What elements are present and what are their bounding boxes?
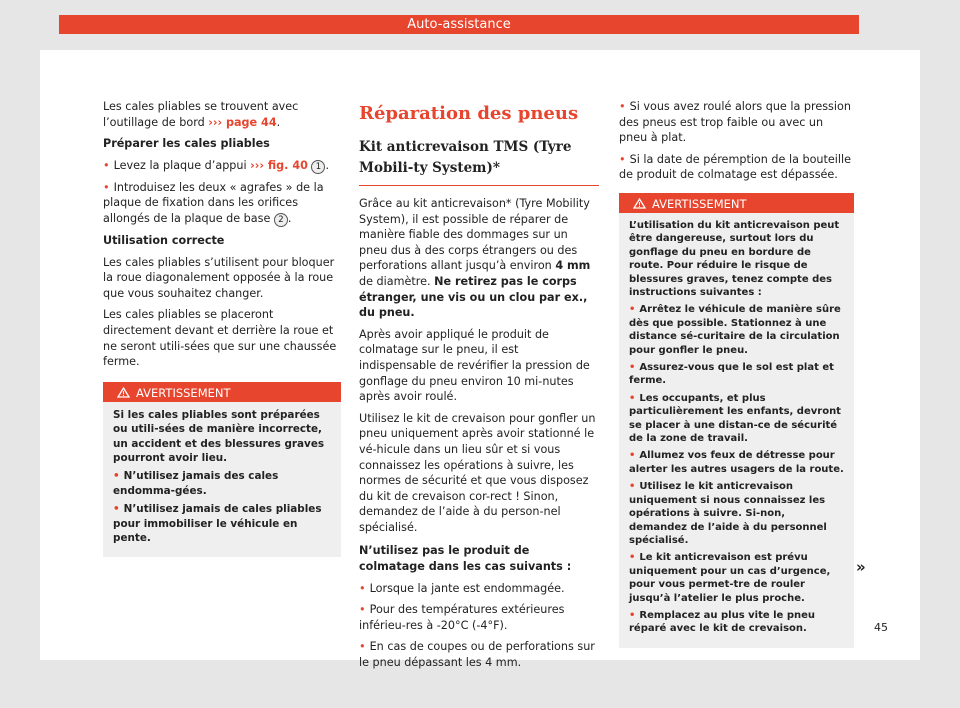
warning-item: • Assurez-vous que le sol est plat et ferme.	[629, 362, 834, 387]
page-ref-link[interactable]: ››› page 44	[208, 115, 277, 129]
warning-header: AVERTISSEMENT	[619, 195, 854, 213]
list-item: • Levez la plaque d’appui ››› fig. 40 1 .	[103, 158, 330, 172]
continued-mark: »	[856, 558, 866, 576]
section-subtitle: Kit anticrevaison TMS (Tyre Mobili-ty System)*	[359, 137, 599, 186]
list-item: • En cas de coupes ou de perforations sur le pneu dépassant les 4 mm.	[359, 640, 595, 670]
callout-number: 1	[311, 160, 325, 174]
list-item: • Pour des températures extérieures inférieu-res à -20°C (-4°F).	[359, 603, 565, 632]
warning-item: • Le kit anticrevaison est prévu uniquement pour un cas d’urgence, pour vous permet-tre de rouler jusqu’à l’atelier le plus proche.	[629, 552, 831, 604]
list-item: • Si vous avez roulé alors que la pression des pneus est trop faible ou avec un pneu à plat.	[619, 100, 851, 145]
warning-item: • Allumez vos feux de détresse pour alerter les autres usagers de la route.	[629, 450, 844, 475]
intro-paragraph: Les cales pliables se trouvent avec l’outillage de bord ››› page 44.	[103, 100, 299, 129]
subheading-usage: Utilisation correcte	[103, 233, 225, 247]
warning-item: • N’utilisez jamais des cales endomma-gées.	[113, 470, 279, 497]
warning-item: • Les occupants, et plus particulièrement les enfants, devront se placer à une distan-ce de sécurité de la zone de travail.	[629, 392, 841, 445]
figure-ref-link[interactable]: ››› fig. 40	[250, 158, 308, 172]
warning-body: L’utilisation du kit anticrevaison peut être dangereuse, surtout lors du gonflage du pneu en bordure de route. Pour réduire le risque de blessures graves, tenez compte des instructions suivantes : • Arrêtez le véhicule de manière sûre dès que possible. Stationnez à une distance sé-curitaire de la circulation pour gonfler le pneu. • Assurez-vous que le sol est plat et ferme. • Les occupants, et plus particulièrement les enfants, devront se placer à une distan-ce de sécurité de la zone de travail. • Allumez vos feux de détresse pour alerter les autres usagers de la route. • Utilisez le kit anticrevaison uniquement si nous connaissez les opérations à suivre. Si-non, demandez de l’aide à du personnel spécialisé. • Le kit anticrevaison est prévu uniquement pour un cas d’urgence, pour vous permet-tre de rouler jusqu’à l’atelier le plus proche. • Remplacez au plus vite le pneu réparé avec le kit de crevaison.	[629, 219, 844, 635]
paragraph: Les cales pliables s’utilisent pour bloquer la roue diagonalement opposée à la roue que vous souhaitez changer.	[103, 255, 335, 300]
paragraph: Les cales pliables se placeront directement devant et derrière la roue et ne seront utili-sées que sur une chaussée ferme.	[103, 308, 337, 369]
section-header: Auto-assistance	[59, 15, 859, 34]
warning-box	[103, 382, 341, 558]
list-item: • Introduisez les deux « agrafes » de la plaque de fixation dans les orifices allongés de la plaque de base 2 .	[103, 180, 324, 225]
column-2	[359, 137, 599, 677]
warning-triangle-icon	[633, 198, 646, 209]
callout-number: 2	[274, 213, 288, 227]
column-1	[103, 99, 341, 557]
paragraph: Après avoir appliqué le produit de colmatage sur le pneu, il est indispensable de revérifier la pression de gonflage du pneu environ 10 mi-nutes après avoir roulé.	[359, 327, 590, 404]
warning-item: • Utilisez le kit anticrevaison uniquement si nous connaissez les opérations à suivre. Si-non, demandez de l’aide à du personnel spécialisé.	[629, 481, 827, 546]
warning-box	[619, 193, 854, 648]
paragraph: Grâce au kit anticrevaison* (Tyre Mobility System), il est possible de réparer de manière fiable des dommages sur un pneu dus à des corps étrangers ou des perforations allant jusqu’à environ 4 mm de diamètre. Ne retirez pas le corps étranger, une vis ou un clou par ex., du pneu.	[359, 197, 591, 320]
subheading-cases: N’utilisez pas le produit de colmatage dans les cas suivants :	[359, 544, 572, 574]
warning-header: AVERTISSEMENT	[103, 384, 341, 402]
warning-item: • Arrêtez le véhicule de manière sûre dès que possible. Stationnez à une distance sé-curitaire de la circulation pour gonfler le pneu.	[629, 304, 841, 356]
page-title: Réparation des pneus	[359, 103, 579, 124]
list-item: • Si la date de péremption de la bouteille de produit de colmatage est dépassée.	[619, 152, 851, 182]
warning-body: Si les cales pliables sont préparées ou utili-sées de manière incorrecte, un accident et des blessures graves pourront avoir lieu. • N’utilisez jamais des cales endomma-gées. • N’utilisez jamais de cales pliables pour immobiliser le véhicule en pente.	[103, 402, 341, 558]
subheading-prepare: Préparer les cales pliables	[103, 137, 270, 151]
warning-item: • N’utilisez jamais de cales pliables pour immobiliser le véhicule en pente.	[113, 503, 322, 544]
warning-triangle-icon	[117, 387, 130, 398]
paragraph: Utilisez le kit de crevaison pour gonfler un pneu uniquement après avoir stationné le vé-hicule dans un lieu sûr et si vous connaissez les opérations à suivre, les normes de sécurité et que vous disposez du kit de crevaison cor-rect ! Sinon, demandez de l’aide à du person-nel spécialisé.	[359, 411, 596, 534]
list-item: • Lorsque la jante est endommagée.	[359, 581, 565, 595]
page-number: 45	[874, 621, 888, 634]
warning-item: • Remplacez au plus vite le pneu réparé avec le kit de crevaison.	[629, 609, 816, 635]
column-3	[619, 99, 854, 648]
